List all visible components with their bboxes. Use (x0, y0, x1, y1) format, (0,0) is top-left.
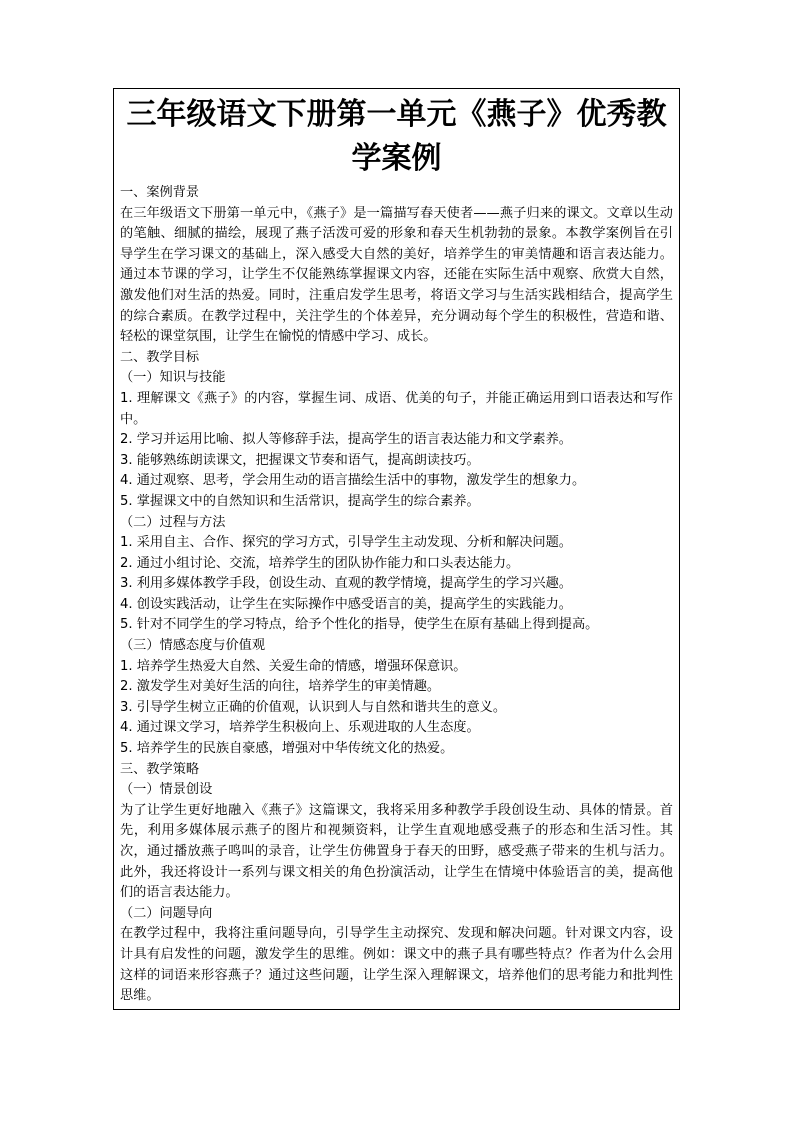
section-heading-strategies: 三、教学策略 (120, 761, 200, 777)
list-item: 2. 激发学生对美好生活的向往，培养学生的审美情趣。 (120, 679, 441, 695)
list-item: 2. 通过小组讨论、交流，培养学生的团队协作能力和口头表达能力。 (120, 555, 520, 571)
list-item: 5. 掌握课文中的自然知识和生活常识，提高学生的综合素养。 (120, 493, 480, 509)
list-item: 3. 能够熟练朗读课文，把握课文节奏和语气，提高朗读技巧。 (120, 452, 480, 468)
list-item: 3. 利用多媒体教学手段，创设生动、直观的教学情境，提高学生的学习兴趣。 (120, 576, 572, 592)
document-title: 三年级语文下册第一单元《燕子》优秀教学案例 (126, 97, 667, 176)
background-paragraph: 在三年级语文下册第一单元中，《燕子》是一篇描写春天使者——燕子归来的课文。文章以生动的笔触、细腻的描绘，展现了燕子活泼可爱的形象和春天生机勃勃的景象。本教学案例旨在引导学生在学习课文的基础上，深入感受大自然的美好，培养学生的审美情趣和语言表达能力。通过本节课的学习，让学生不仅能熟练掌握课文内容，还能在实际生活中观察、欣赏大自然，激发他们对生活的热爱。同时，注重启发学生思考，将语文学习与生活实践相结合，提高学生的综合素质。在教学过程中，关注学生的个体差异，充分调动每个学生的积极性，营造和谐、轻松的课堂氛围，让学生在愉悦的情感中学习、成长。 (120, 205, 673, 345)
document-frame (113, 88, 680, 1010)
list-item: 5. 培养学生的民族自豪感，增强对中华传统文化的热爱。 (120, 741, 454, 757)
subheading-process-methods: （二）过程与方法 (120, 514, 226, 530)
list-item: 3. 引导学生树立正确的价值观，认识到人与自然和谐共生的意义。 (120, 699, 507, 715)
section-heading-objectives: 二、教学目标 (120, 349, 200, 365)
problem-paragraph: 在教学过程中，我将注重问题导向，引导学生主动探究、发现和解决问题。针对课文内容，设计具有启发性的问题，激发学生的思维。例如：课文中的燕子具有哪些特点？作者为什么会用这样的词语来形容燕子？通过这些问题，让学生深入理解课文，培养他们的思考能力和批判性思维。 (120, 926, 673, 1004)
subheading-scenario-creation: （一）情景创设 (120, 782, 213, 798)
list-item: 4. 通过观察、思考，学会用生动的语言描绘生活中的事物，激发学生的想象力。 (120, 473, 586, 489)
list-item: 5. 针对不同学生的学习特点，给予个性化的指导，使学生在原有基础上得到提高。 (120, 617, 599, 633)
subheading-knowledge-skills: （一）知识与技能 (120, 370, 226, 386)
section-heading-background: 一、案例背景 (120, 185, 200, 200)
subheading-problem-oriented: （二）问题导向 (120, 905, 213, 921)
list-item: 4. 创设实践活动，让学生在实际操作中感受语言的美，提高学生的实践能力。 (120, 596, 572, 612)
scenario-paragraph: 为了让学生更好地融入《燕子》这篇课文，我将采用多种教学手段创设生动、具体的情景。首先，利用多媒体展示燕子的图片和视频资料，让学生直观地感受燕子的形态和生活习性。其次，通过播放燕子鸣叫的录音，让学生仿佛置身于春天的田野，感受燕子带来的生机与活力。此外，我还将设计一系列与课文相关的角色扮演活动，让学生在情境中体验语言的美，提高他们的语言表达能力。 (120, 802, 673, 901)
list-item: 1. 采用自主、合作、探究的学习方式，引导学生主动发现、分析和解决问题。 (120, 535, 572, 551)
list-item: 1. 培养学生热爱大自然、关爱生命的情感，增强环保意识。 (120, 658, 467, 674)
subheading-emotions-values: （三）情感态度与价值观 (120, 638, 266, 654)
list-item: 1. 理解课文《燕子》的内容，掌握生词、成语、优美的句子，并能正确运用到口语表达和写作中。 (120, 390, 673, 427)
list-item: 2. 学习并运用比喻、拟人等修辞手法，提高学生的语言表达能力和文学素养。 (120, 432, 572, 448)
list-item: 4. 通过课文学习，培养学生积极向上、乐观进取的人生态度。 (120, 720, 480, 736)
